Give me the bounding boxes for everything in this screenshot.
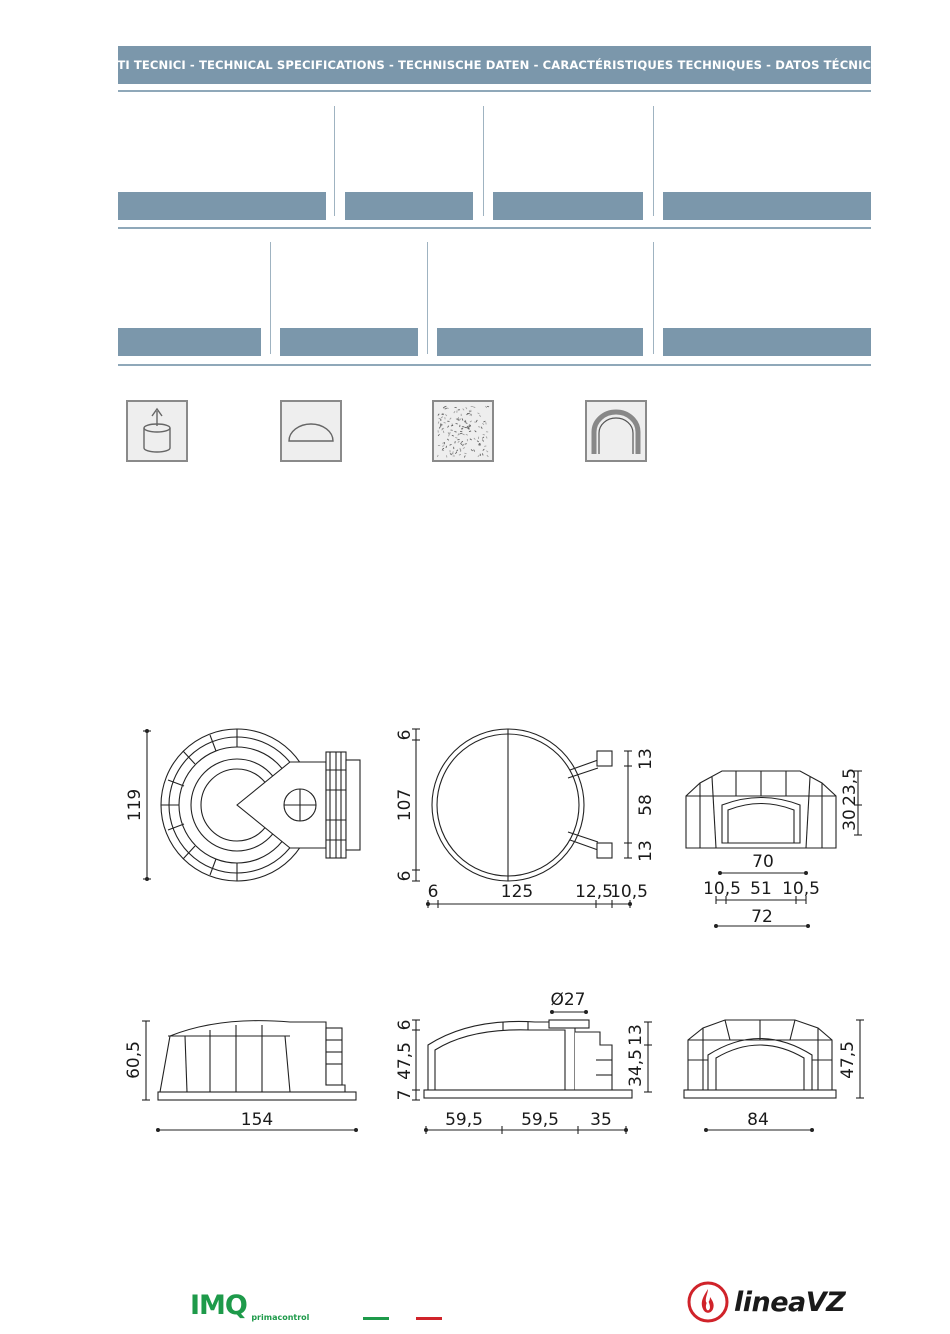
dim-plan-h-left: 6 [427, 882, 439, 902]
section-view-drawing [424, 1020, 632, 1098]
dim-section-w2: 59,5 [521, 1110, 559, 1130]
dim-section-r2: 34,5 [626, 1049, 646, 1087]
flag-red-stripe [416, 1317, 442, 1320]
flame-icon [686, 1280, 730, 1324]
dim-front-height: 47,5 [838, 1041, 858, 1079]
dim-front-bottom: 72 [751, 907, 773, 927]
dim-front-top: 70 [752, 852, 774, 872]
imq-logo-sub: primacontrol [251, 1313, 310, 1322]
imq-logo [190, 1290, 309, 1321]
dim-front-mid-center: 51 [750, 879, 772, 899]
dim-plan-h-r1: 12,5 [575, 882, 613, 902]
dim-section-v3: 7 [395, 1089, 415, 1101]
dim-side-width: 154 [240, 1110, 274, 1130]
dim-section-r1: 13 [626, 1024, 646, 1046]
dim-section-v1: 6 [395, 1019, 415, 1031]
front-view-drawing [684, 1020, 836, 1098]
top-view-drawing [161, 729, 360, 881]
dim-side-height: 60,5 [124, 1041, 144, 1079]
plan-view-drawing [432, 729, 612, 881]
dim-plan-v-top: 6 [395, 729, 415, 741]
dim-section-w3: 35 [590, 1110, 612, 1130]
dim-front-h2: 23,5 [840, 768, 860, 806]
dim-front-mid-right: 10,5 [782, 879, 820, 899]
dim-top-height: 119 [125, 788, 145, 822]
dim-plan-r-top: 13 [636, 748, 656, 770]
dim-front-h1: 30 [840, 809, 860, 831]
dim-plan-v-bot: 6 [395, 870, 415, 882]
dim-plan-h-r2: 10,5 [610, 882, 648, 902]
dim-plan-r-mid: 58 [636, 794, 656, 816]
dim-plan-h-mid: 125 [500, 882, 534, 902]
dim-section-diameter: Ø27 [550, 990, 586, 1010]
dim-section-v2: 47,5 [395, 1042, 415, 1080]
flag-green-stripe [363, 1317, 389, 1320]
spec-header-title: DATI TECNICI - TECHNICAL SPECIFICATIONS - TECHNISCHE DATEN - CARACTÉRISTIQUES TECHNIQUES - DATOS TÉCNICOS [99, 58, 890, 72]
imq-logo-main: IMQ [190, 1290, 247, 1321]
lineavz-wordmark: lineaVZ [734, 1286, 846, 1318]
dim-section-w1: 59,5 [445, 1110, 483, 1130]
dim-front-width: 84 [747, 1110, 769, 1130]
lineavz-logo [686, 1280, 845, 1324]
side-view-drawing [158, 1021, 356, 1100]
dim-plan-r-bot: 13 [636, 840, 656, 862]
dim-front-mid-left: 10,5 [703, 879, 741, 899]
front-view-top-drawing [686, 771, 836, 848]
dim-plan-v-mid: 107 [395, 788, 415, 822]
